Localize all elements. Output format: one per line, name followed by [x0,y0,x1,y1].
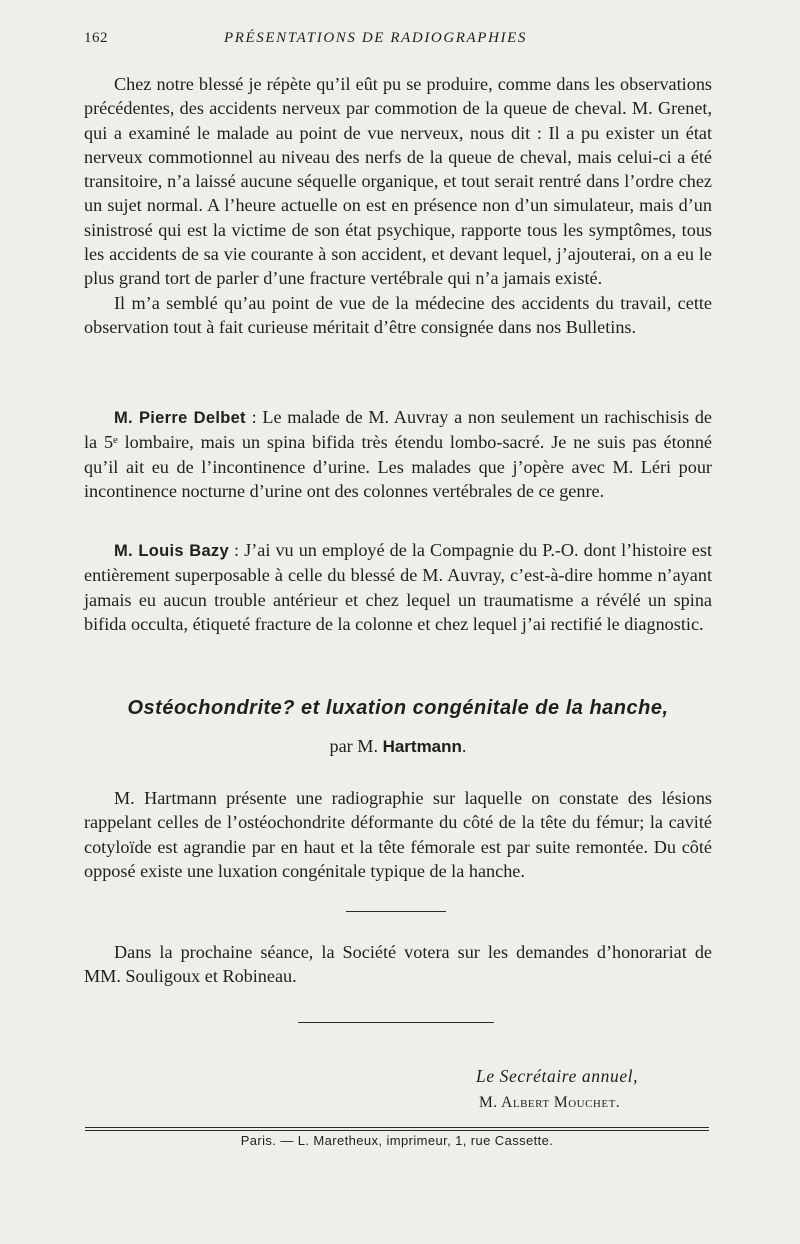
section-byline [84,736,712,757]
delbet-remark [84,405,712,503]
paragraph-bulletins-note: Il m’a semblé qu’au point de vue de la médecine des accidents du travail, cette observation tout à fait curieuse méritait d’être consignée dans nos Bulletins. [84,292,712,337]
paragraph-grenet-report: Chez notre blessé je répète qu’il eût pu se produire, comme dans les observations précédentes, des accidents nerveux par commotion de la queue de cheval. M. Grenet, qui a examiné le malade au point de vue nerveux, nous dit : Il a pu exister un état nerveux commotionnel au niveau des nerfs de la queue de cheval, mais celui-ci a été transitoire, n’a laissé aucune séquelle organique, et tout serait rentré dans l’ordre chez un sujet normal. A l’heure actuelle on est en présence non d’un simulateur, mais d’un sinistrosé qui est la victime de son état psychique, rapporte tous les symptômes, tous les accidents de sa vie courante à son accident, et devant lequel, j’ajouterai, on a eu le plus grand tort de parler d’une fracture vertébrale qui n’a jamais existé. [84,74,712,289]
printer-imprint: Paris. — L. Maretheux, imprimeur, 1, rue Cassette. [240,1133,554,1148]
paragraph-announcement: Dans la prochaine séance, la Société votera sur les demandes d’honorariat de MM. Souligoux et Robineau. [84,942,712,987]
byline-author: Hartmann [382,737,462,756]
speaker-name: M. Louis Bazy [114,542,229,560]
paragraph-delbet [84,405,712,503]
footer-rule [85,1127,709,1128]
speaker-name: M. Pierre Delbet [114,409,246,427]
signature-role: Le Secrétaire annuel, [476,1066,639,1086]
paragraph-bazy [84,538,712,636]
signature-name: M. Albert Mouchet. [479,1094,621,1111]
section-divider [346,911,446,912]
footer-rule-thin [85,1130,709,1131]
byline-suffix: . [461,736,467,756]
paragraph-hartmann: M. Hartmann présente une radiographie sur laquelle on constate des lésions rappelant celles de l’ostéochondrite déformante du côté de la tête du fémur; la cavité cotyloïde est agrandie par en haut et la tête fémorale est par suite remontée. Du côté opposé existe une luxation congénitale typique de la hanche. [84,788,712,881]
byline-prefix: par M. [329,736,383,756]
page-number: 162 [84,30,108,46]
remark-text: : J’ai vu un employé de la Compagnie du P.-O. dont l’histoire est entièrement superposable à celle du blessé de M. Auvray, c’est-à-dire homme n’ayant jamais eu aucun trouble antérieur et chez lequel un traumatisme a révélé un spina bifida occulta, étiqueté fracture de la colonne et chez lequel j’ai rectifié le diagnostic. [84,540,712,634]
remark-text: : Le malade de M. Auvray a non seulement un rachischisis de la 5ᵉ lombaire, mais un spina bifida très étendu lombo-sacré. Je ne suis pas étonné qu’il ait eu de l’incontinence d’urine. Les malades que j’opère avec M. Léri pour incontinence nocturne d’urine ont des colonnes vertébrales de ce genre. [84,407,712,501]
hartmann-presentation [84,786,712,883]
closing-divider [298,1022,494,1023]
running-title: PRÉSENTATIONS DE RADIOGRAPHIES [224,30,527,46]
section-title: Ostéochondrite? et luxation congénitale de la hanche, [127,697,669,719]
bazy-remark [84,538,712,636]
opening-paragraphs [84,72,712,339]
announcement [84,940,712,989]
page-header [84,30,712,52]
